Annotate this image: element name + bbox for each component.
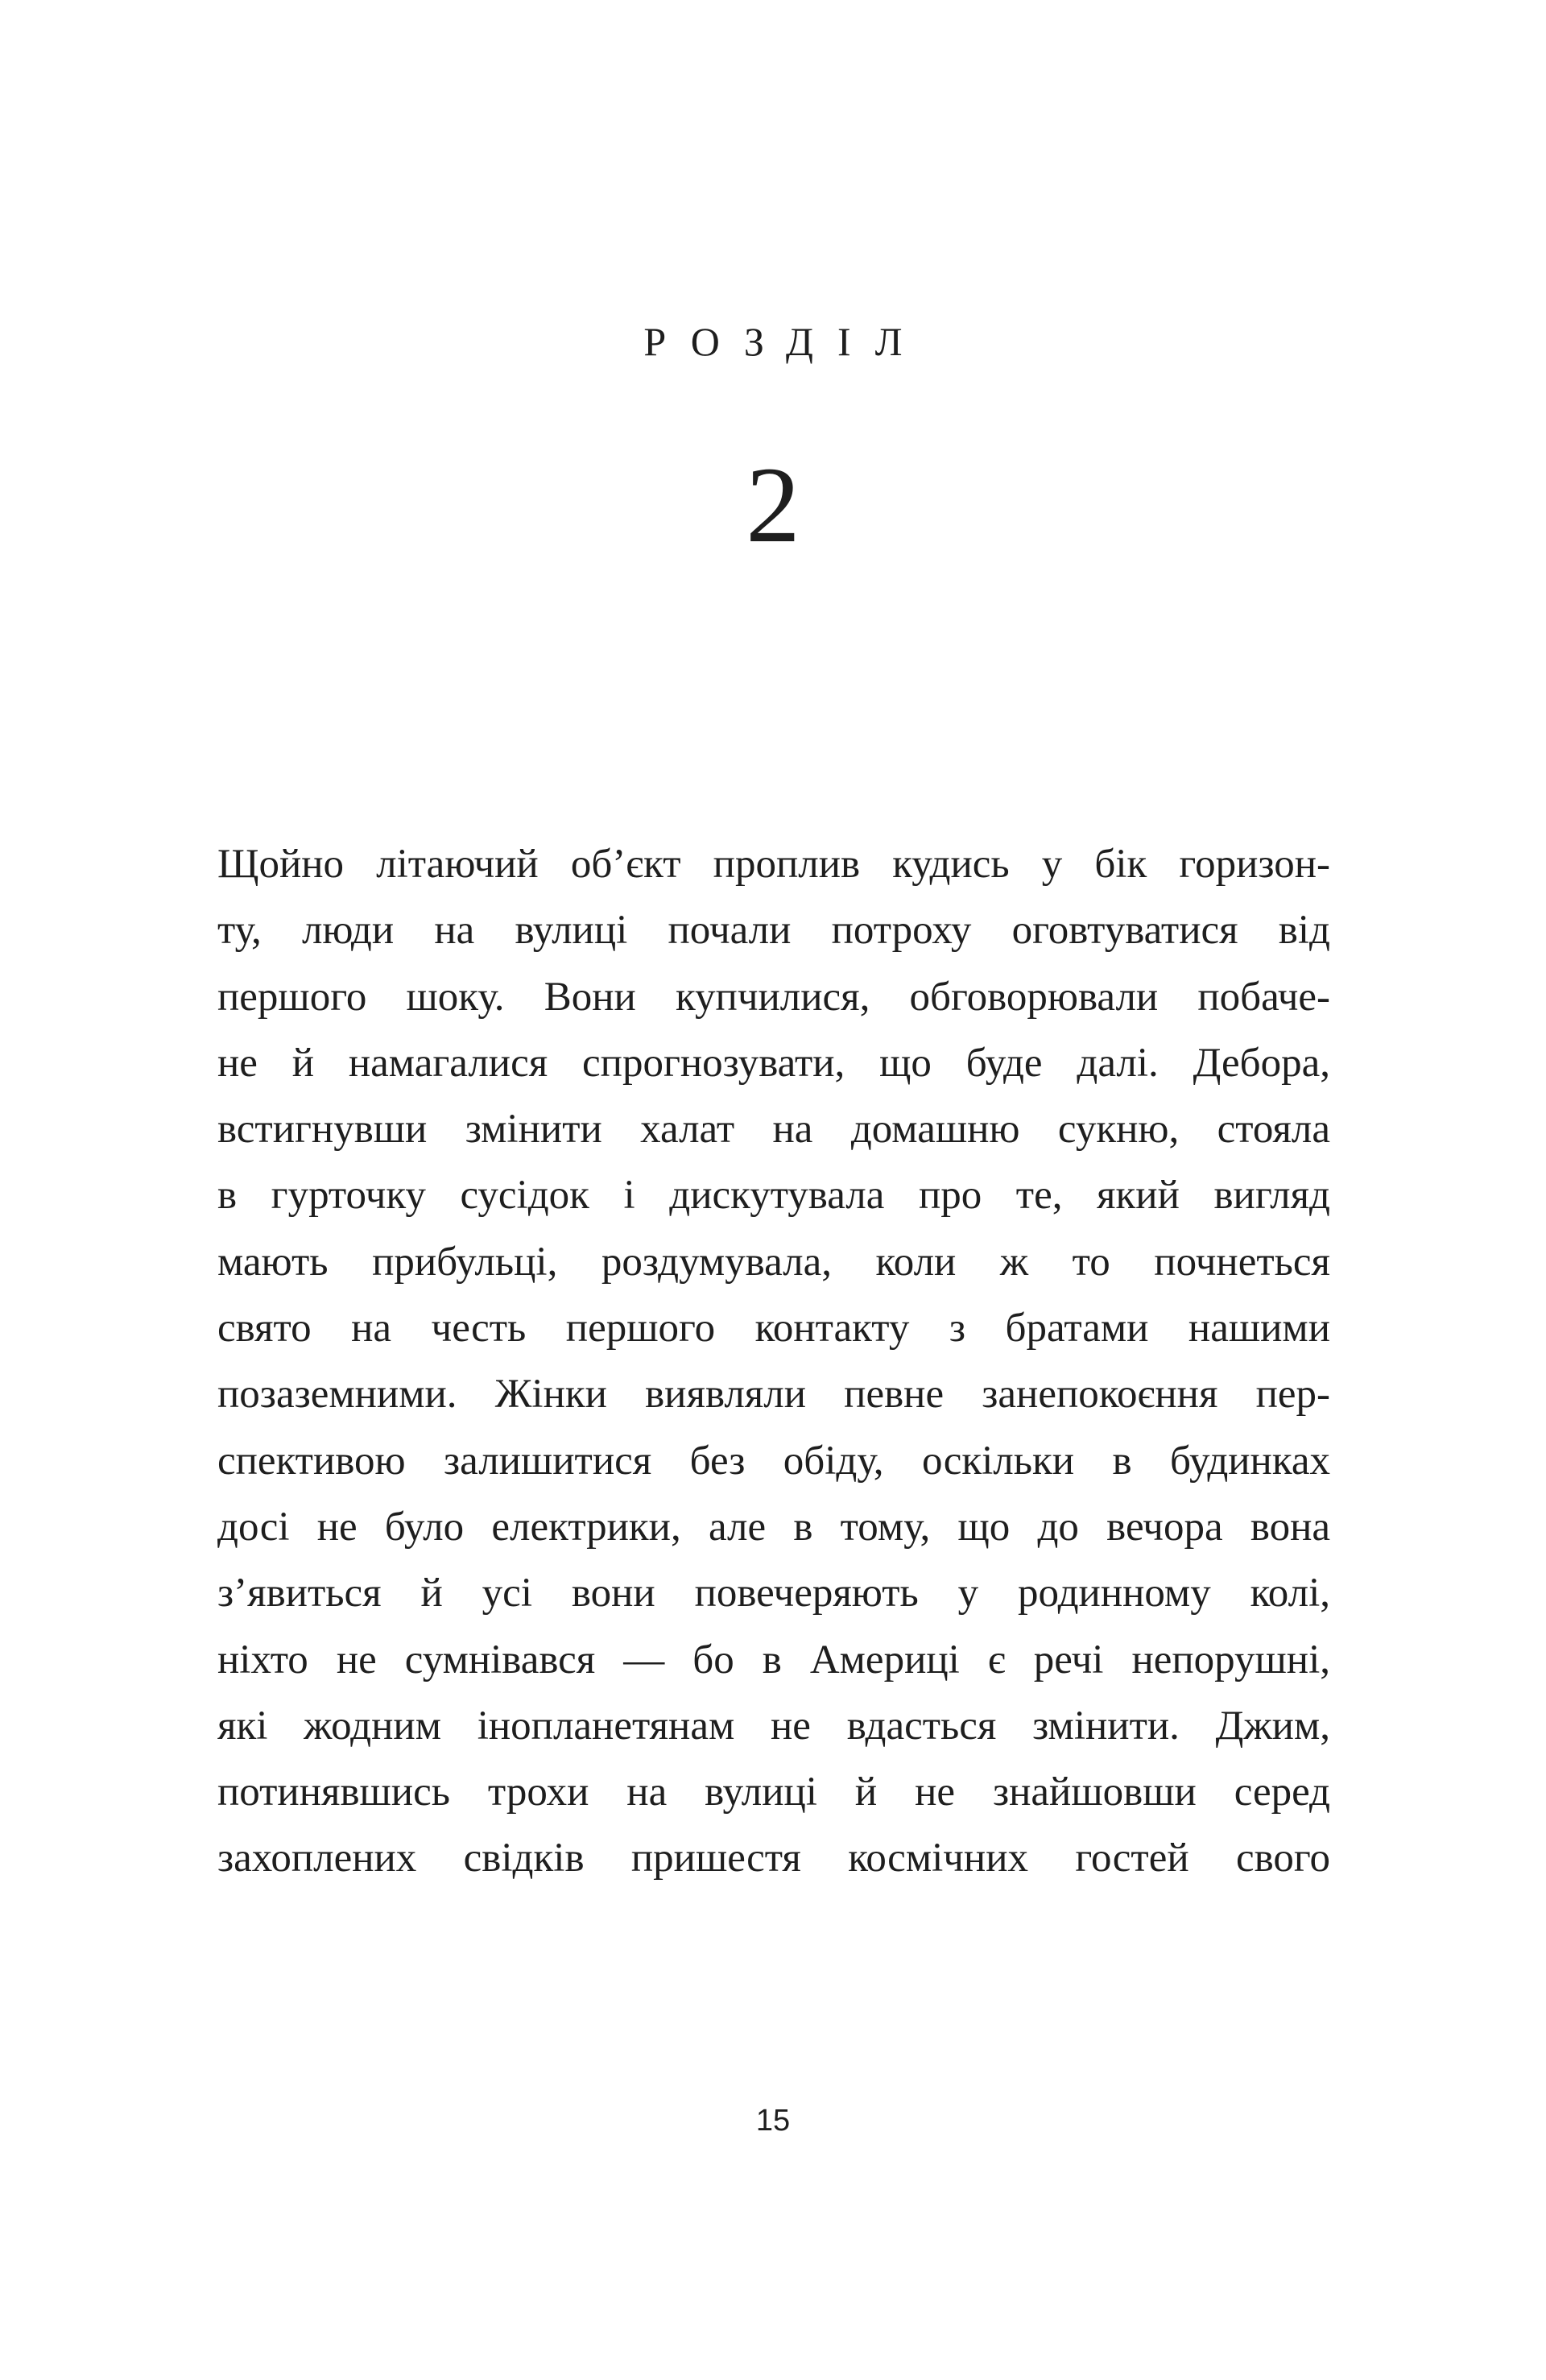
body-text — [217, 838, 1330, 1898]
text-line: захоплених свідків пришестя космічних гостей свого — [217, 1836, 1330, 1881]
chapter-label: РОЗДІЛ — [643, 319, 927, 364]
text-line: позаземними. Жінки виявляли певне занепокоєння пер- — [217, 1372, 1330, 1418]
text-line: спективою залишитися без обіду, оскільки в будинках — [217, 1438, 1330, 1484]
text-line: в гурточку сусідок і дискутувала про те, який вигляд — [217, 1173, 1330, 1219]
text-line: Щойно літаючий об’єкт проплив кудись у бік горизон- — [217, 842, 1330, 887]
text-line: першого шоку. Вони купчилися, обговорювали побаче- — [217, 974, 1330, 1020]
chapter-number: 2 — [746, 445, 800, 565]
text-line: ніхто не сумнівався — бо в Америці є речі непорушні, — [217, 1637, 1330, 1683]
text-line: ту, люди на вулиці почали потроху оговтуватися від — [217, 908, 1330, 954]
text-line: мають прибульці, роздумувала, коли ж то почнеться — [217, 1239, 1330, 1285]
text-line: не й намагалися спрогнозувати, що буде далі. Дебора, — [217, 1040, 1330, 1086]
text-line: потинявшись трохи на вулиці й не знайшовши серед — [217, 1769, 1330, 1815]
text-line: з’явиться й усі вони повечеряють у родинному колі, — [217, 1571, 1330, 1616]
text-line: досі не було електрики, але в тому, що до вечора вона — [217, 1504, 1330, 1550]
page-number: 15 — [755, 2104, 791, 2138]
text-line: які жодним інопланетянам не вдасться змінити. Джим, — [217, 1703, 1330, 1749]
text-line: свято на честь першого контакту з братами нашими — [217, 1306, 1330, 1351]
text-line: встигнувши змінити халат на домашню сукню, стояла — [217, 1107, 1330, 1153]
